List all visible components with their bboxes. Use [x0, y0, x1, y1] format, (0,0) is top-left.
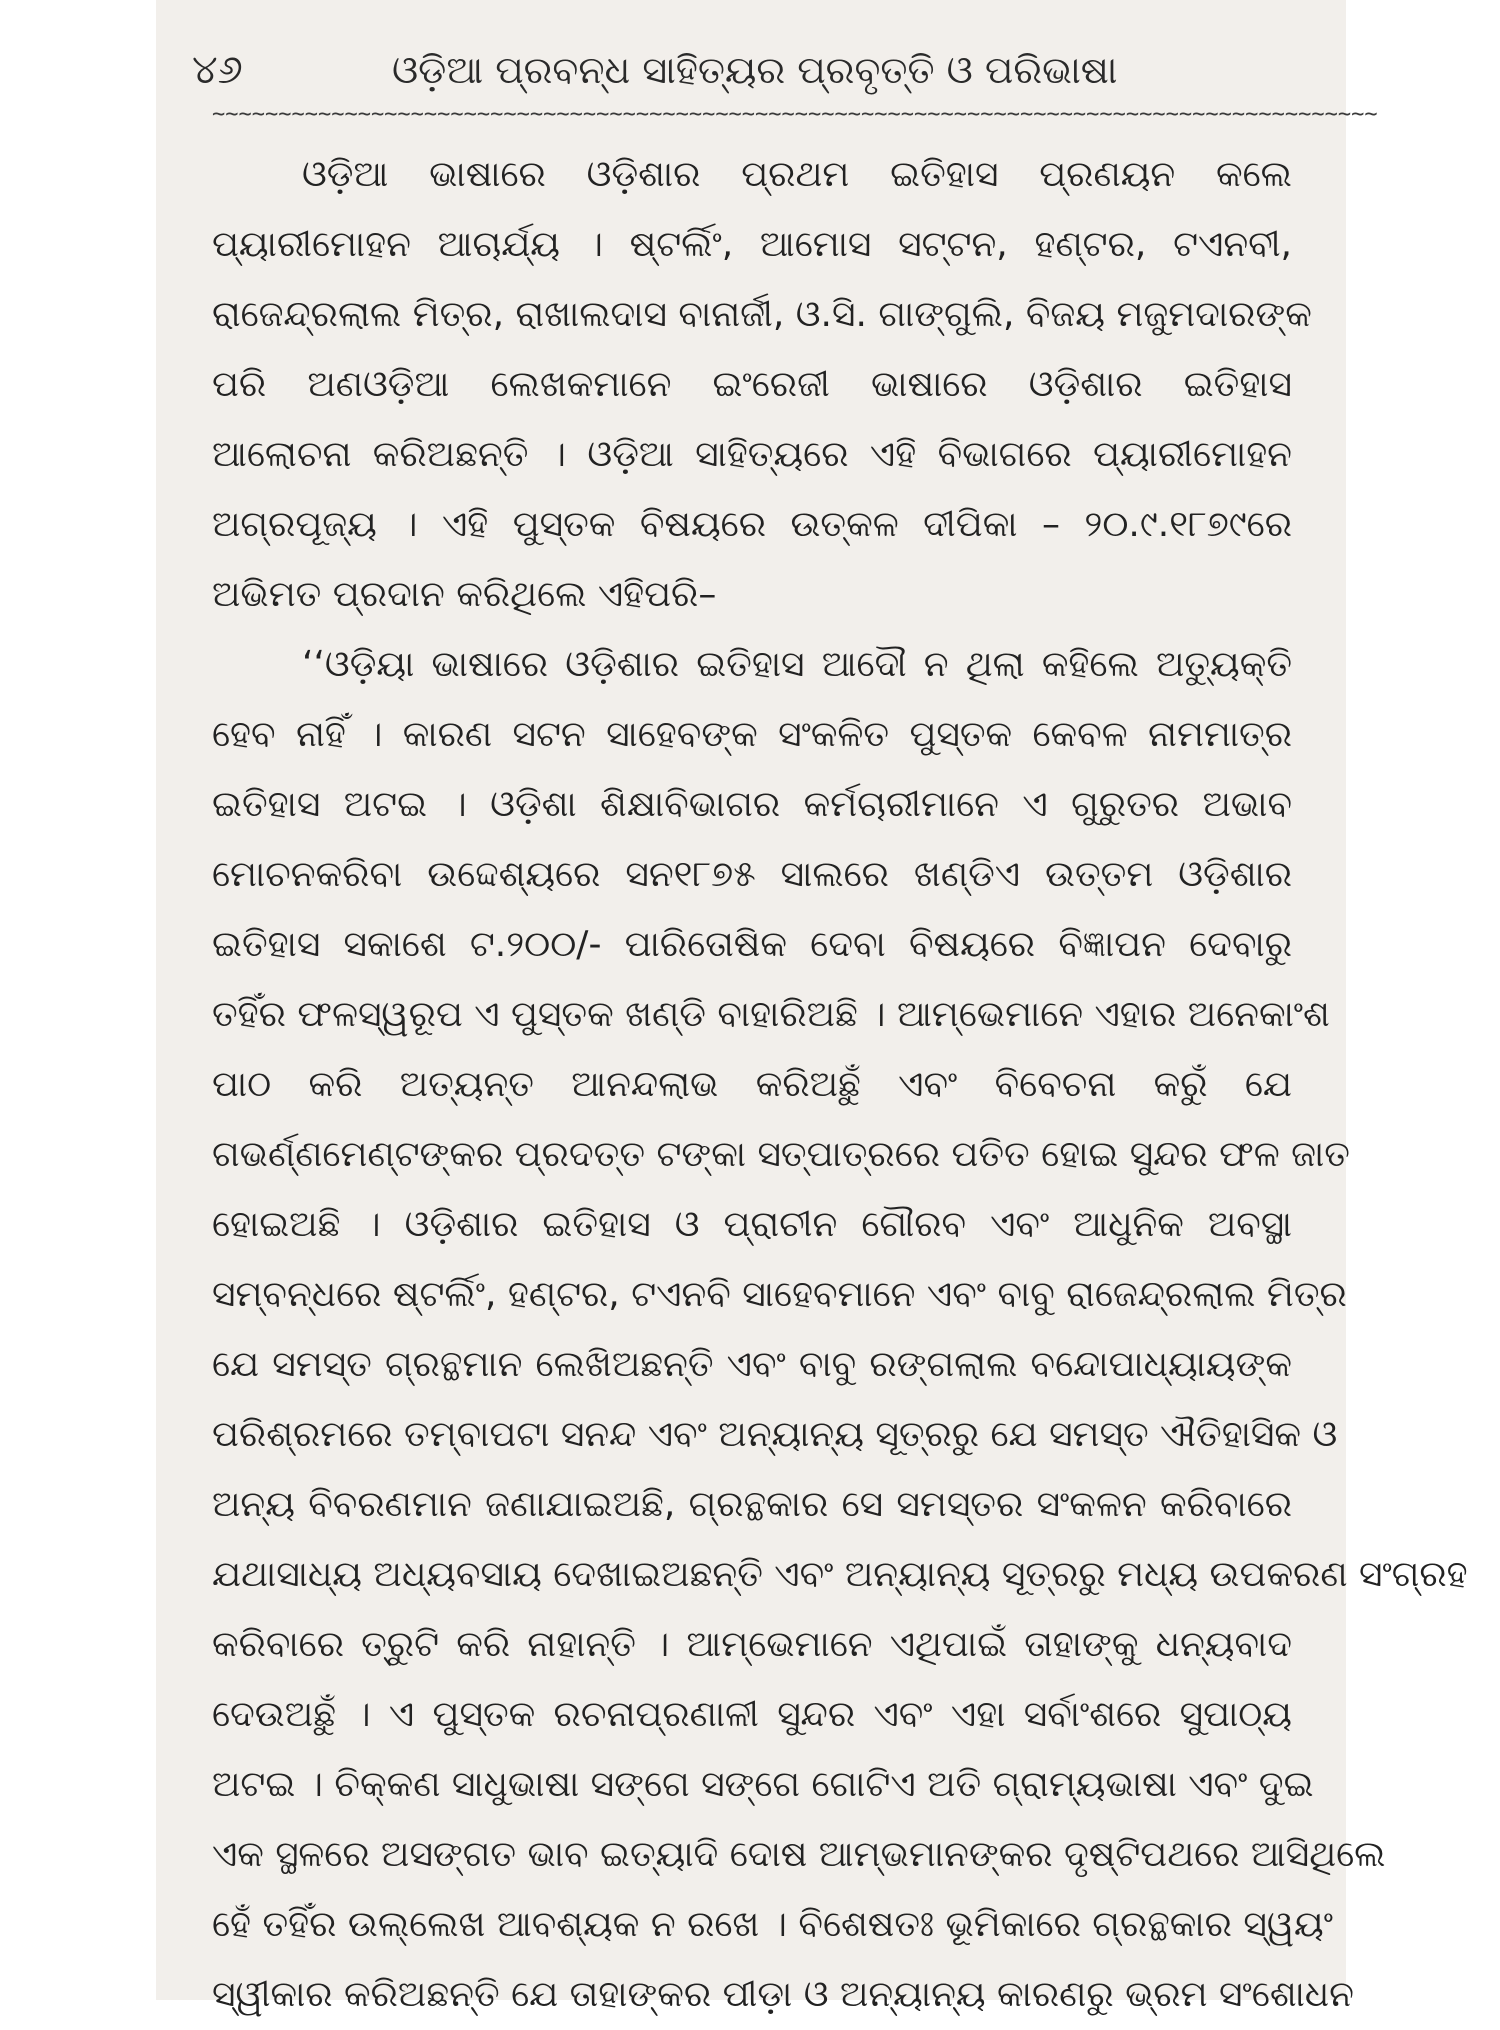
text-line: ଇତିହାସ ଅଟଇ । ଓଡ଼ିଶା ଶିକ୍ଷାବିଭାଗର କର୍ମଚାରୀମାନେ ଏ ଗୁରୁତର ଅଭାବ	[212, 784, 1292, 825]
text-line: ଆଲୋଚନା କରିଅଛନ୍ତି । ଓଡ଼ିଆ ସାହିତ୍ୟରେ ଏହି ବିଭାଗରେ ପ୍ୟାରୀମୋହନ	[212, 434, 1292, 475]
text-line: ରାଜେନ୍ଦ୍ରଲାଲ ମିତ୍ର, ରାଖାଲଦାସ ବାନାର୍ଜୀ, ଓ.ସି. ଗାଙ୍ଗୁଲି, ବିଜୟ ମଜୁମଦାରଙ୍କ	[212, 294, 1312, 335]
page-number: ୪୬	[192, 47, 243, 93]
book-page	[156, 0, 1468, 2015]
text-line: ହୋଇଅଛି । ଓଡ଼ିଶାର ଇତିହାସ ଓ ପ୍ରାଚୀନ ଗୌରବ ଏବଂ ଆଧୁନିକ ଅବସ୍ଥା	[212, 1204, 1292, 1245]
text-line: ସ୍ୱୀକାର କରିଅଛନ୍ତି ଯେ ତାହାଙ୍କର ପୀଡ଼ା ଓ ଅନ୍ୟାନ୍ୟ କାରଣରୁ ଭ୍ରମ ସଂଶୋଧନ	[212, 1974, 1354, 2015]
text-line: ଅଟଇ । ଚିକ୍କଣ ସାଧୁଭାଷା ସଙ୍ଗେ ସଙ୍ଗେ ଗୋଟିଏ ଅତି ଗ୍ରାମ୍ୟଭାଷା ଏବଂ ଦୁଇ	[212, 1764, 1314, 1805]
text-line: ଏକ ସ୍ଥଳରେ ଅସଙ୍ଗତ ଭାବ ଇତ୍ୟାଦି ଦୋଷ ଆମ୍ଭମାନଙ୍କର ଦୃଷ୍ଟିପଥରେ ଆସିଥିଲେ	[212, 1834, 1386, 1875]
text-line: ଅନ୍ୟ ବିବରଣମାନ ଜଣାଯାଇଅଛି, ଗ୍ରନ୍ଥକାର ସେ ସମସ୍ତର ସଂକଳନ କରିବାରେ	[212, 1484, 1292, 1525]
text-line: କରିବାରେ ତ୍ରୁଟି କରି ନାହାନ୍ତି । ଆମ୍ଭେମାନେ ଏଥିପାଇଁ ତାହାଙ୍କୁ ଧନ୍ୟବାଦ	[212, 1624, 1292, 1665]
text-line: ଯେ ସମସ୍ତ ଗ୍ରନ୍ଥମାନ ଲେଖିଅଛନ୍ତି ଏବଂ ବାବୁ ରଙ୍ଗଲାଲ ବନ୍ଦୋପାଧ୍ୟାୟଙ୍କ	[212, 1344, 1292, 1385]
text-line: ହେବ ନାହିଁ । କାରଣ ସଟନ ସାହେବଙ୍କ ସଂକଳିତ ପୁସ୍ତକ କେବଳ ନାମମାତ୍ର	[212, 714, 1292, 755]
text-line: ଓଡ଼ିଆ ଭାଷାରେ ଓଡ଼ିଶାର ପ୍ରଥମ ଇତିହାସ ପ୍ରଣୟନ କଲେ	[302, 154, 1292, 195]
text-line: ହେଁ ତହିଁର ଉଲ୍ଲେଖ ଆବଶ୍ୟକ ନ ରଖେ । ବିଶେଷତଃ ଭୂମିକାରେ ଗ୍ରନ୍ଥକାର ସ୍ୱୟଂ	[212, 1904, 1333, 1945]
text-line: ଅଗ୍ରପୂଜ୍ୟ । ଏହି ପୁସ୍ତକ ବିଷୟରେ ଉତ୍କଳ ଦୀପିକା – ୨୦.୯.୧୮୭୯ରେ	[212, 504, 1292, 545]
text-line: ମୋଚନକରିବା ଉଦ୍ଦେଶ୍ୟରେ ସନ୧୮୭୫ ସାଲରେ ଖଣ୍ଡିଏ ଉତ୍ତମ ଓଡ଼ିଶାର	[212, 854, 1292, 895]
text-line: ଅଭିମତ ପ୍ରଦାନ କରିଥିଲେ ଏହିପରି–	[212, 574, 717, 615]
text-line: ପରିଶ୍ରମରେ ତମ୍ବାପଟା ସନନ୍ଦ ଏବଂ ଅନ୍ୟାନ୍ୟ ସୂତ୍ରରୁ ଯେ ସମସ୍ତ ଐତିହାସିକ ଓ	[212, 1414, 1338, 1455]
text-line: ସମ୍ବନ୍ଧରେ ଷ୍ଟର୍ଲିଂ, ହଣ୍ଟର, ଟଏନବି ସାହେବମାନେ ଏବଂ ବାବୁ ରାଜେନ୍ଦ୍ରଲାଲ ମିତ୍ର	[212, 1274, 1347, 1315]
body-text	[212, 140, 1468, 2030]
text-line: ଇତିହାସ ସକାଶେ ଟ.୨୦୦/- ପାରିତୋଷିକ ଦେବା ବିଷୟରେ ବିଜ୍ଞାପନ ଦେବାରୁ	[212, 924, 1292, 965]
running-head: ଓଡ଼ିଆ ପ୍ରବନ୍ଧ ସାହିତ୍ୟର ପ୍ରବୃତ୍ତି ଓ ପରିଭାଷା	[392, 48, 1118, 92]
text-line: ପାଠ କରି ଅତ୍ୟନ୍ତ ଆନନ୍ଦଲାଭ କରିଅଛୁଁ ଏବଂ ବିବେଚନା କରୁଁ ଯେ	[212, 1064, 1292, 1105]
text-line: ଦେଉଅଛୁଁ । ଏ ପୁସ୍ତକ ରଚନାପ୍ରଣାଳୀ ସୁନ୍ଦର ଏବଂ ଏହା ସର୍ବାଂଶରେ ସୁପାଠ୍ୟ	[212, 1694, 1292, 1735]
page-header	[192, 40, 1342, 100]
text-line: ‘‘ଓଡ଼ିୟା ଭାଷାରେ ଓଡ଼ିଶାର ଇତିହାସ ଆଦୌ ନ ଥିଲା କହିଲେ ଅତ୍ୟୁକ୍ତି	[302, 644, 1292, 685]
text-line: ଯଥାସାଧ୍ୟ ଅଧ୍ୟବସାୟ ଦେଖାଇଅଛନ୍ତି ଏବଂ ଅନ୍ୟାନ୍ୟ ସୂତ୍ରରୁ ମଧ୍ୟ ଉପକରଣ ସଂଗ୍ରହ	[212, 1554, 1468, 1595]
text-line: ତହିଁର ଫଳସ୍ୱରୂପ ଏ ପୁସ୍ତକ ଖଣ୍ଡି ବାହାରିଅଛି । ଆମ୍ଭେମାନେ ଏହାର ଅନେକାଂଶ	[212, 994, 1330, 1035]
text-line: ପରି ଅଣଓଡ଼ିଆ ଲେଖକମାନେ ଇଂରେଜୀ ଭାଷାରେ ଓଡ଼ିଶାର ଇତିହାସ	[212, 364, 1292, 405]
header-rule: ~~~~~~~~~~~~~~~~~~~~~~~~~~~~~~~~~~~~~~~~~~~~~~~~~~~~~~~~~~~~~~~~~~~~~~~~~~~~~~~~~~~~~~~~	[212, 102, 1378, 127]
text-line: ଗଭର୍ଣ୍ଣମେଣ୍ଟଙ୍କର ପ୍ରଦତ୍ତ ଟଙ୍କା ସତ୍ପାତ୍ରରେ ପତିତ ହୋଇ ସୁନ୍ଦର ଫଳ ଜାତ	[212, 1134, 1350, 1175]
text-line: ପ୍ୟାରୀମୋହନ ଆଚାର୍ଯ୍ୟ । ଷ୍ଟର୍ଲିଂ, ଆମୋସ ସଟ୍ଟନ, ହଣ୍ଟର, ଟଏନବୀ,	[212, 224, 1292, 265]
